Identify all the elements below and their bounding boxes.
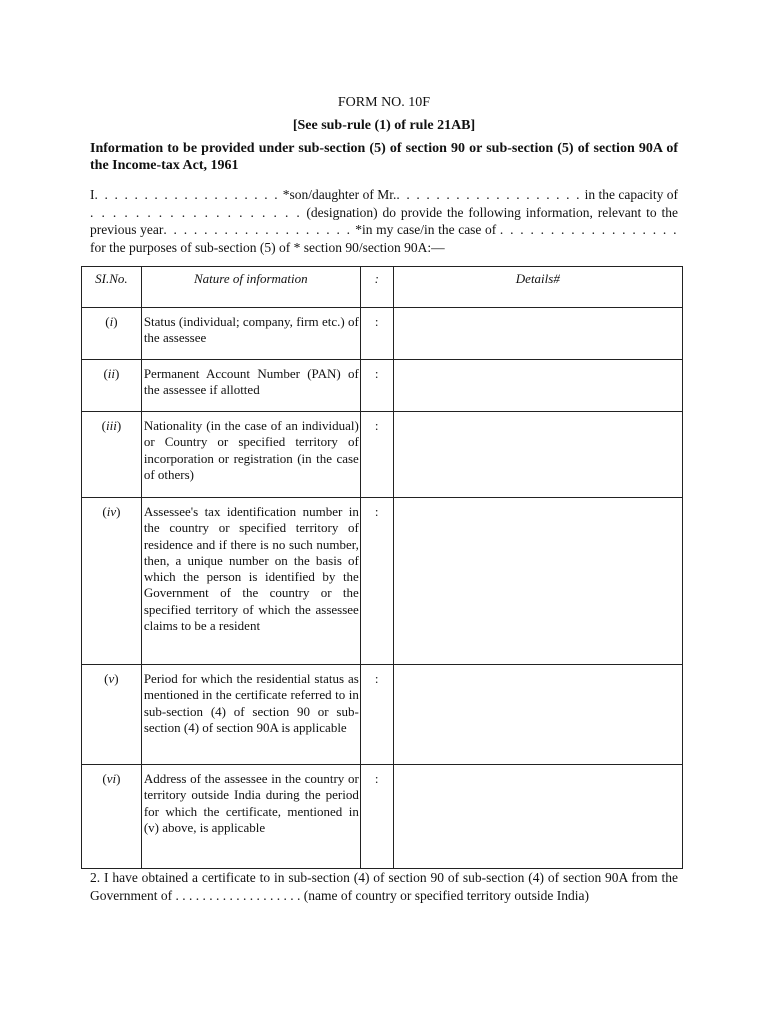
row-number: (iii)	[101, 418, 122, 433]
header-colon: :	[360, 267, 393, 308]
name-blank: . . . . . . . . . . . . . . . . . . .	[94, 187, 280, 202]
table-row	[82, 765, 683, 869]
section-2-paragraph	[90, 869, 678, 904]
intro-text-2: *son/daughter of Mr.	[282, 187, 397, 202]
row-nature: Status (individual; company, firm etc.) of the assessee	[143, 314, 359, 346]
row-colon: :	[374, 771, 379, 786]
row-number: (vi)	[102, 771, 121, 786]
details-cell[interactable]	[393, 360, 682, 412]
details-cell[interactable]	[393, 498, 682, 665]
details-cell[interactable]	[393, 308, 682, 360]
row-colon: :	[374, 671, 379, 686]
section-2-text-end: (name of country or specified territory outside India)	[303, 887, 590, 903]
details-cell[interactable]	[393, 412, 682, 498]
section-2-text: 2. I have obtained a certificate to in sub-section (4) of section 90 of sub-section (4) of section 90A from the Government of	[90, 870, 678, 903]
intro-text-5: *in my case/in the case of	[355, 222, 497, 237]
form-number: FORM NO. 10F	[337, 95, 431, 110]
row-nature: Assessee's tax identification number in the country or specified territory of residence and if there is no such number, then, a unique number on the basis of which the person is identified by the Government of the country or the specified territory of which the assessee claims to be a resident	[143, 504, 359, 634]
father-name-blank: . . . . . . . . . . . . . . . . . . .	[396, 187, 582, 202]
row-colon: :	[374, 418, 379, 433]
form-heading: Information to be provided under sub-section (5) of section 90 or sub-section (5) of section 90A of the Income-tax Act, 1961	[90, 141, 678, 173]
table-row	[82, 360, 683, 412]
table-row	[82, 412, 683, 498]
row-colon: :	[374, 314, 379, 329]
header-details: Details#	[393, 267, 682, 308]
row-number: (iv)	[102, 504, 121, 519]
declaration-paragraph	[90, 186, 678, 256]
row-nature: Period for which the residential status as mentioned in the certificate referred to in sub-section (4) of section 90 or sub-section (4) of section 90A is applicable	[143, 671, 359, 735]
details-cell[interactable]	[393, 765, 682, 869]
table-header-row	[82, 267, 683, 308]
country-blank: . . . . . . . . . . . . . . . . . . .	[175, 887, 301, 903]
row-number: (ii)	[103, 366, 120, 381]
header-nature: Nature of information	[141, 267, 360, 308]
row-colon: :	[374, 504, 379, 519]
header-sl-no: SI.No.	[82, 267, 142, 308]
row-nature: Permanent Account Number (PAN) of the assessee if allotted	[143, 366, 359, 398]
details-cell[interactable]	[393, 665, 682, 765]
row-number: (v)	[104, 671, 119, 686]
table-row	[82, 308, 683, 360]
intro-text-1: I	[90, 187, 95, 202]
intro-text-6: for the purposes of sub-section (5) of * section 90/section 90A:—	[90, 239, 445, 255]
intro-text-4: (designation) do provide the following information, relevant to the previous year	[90, 204, 679, 237]
row-number: (i)	[105, 314, 118, 329]
rule-reference: [See sub-rule (1) of rule 21AB]	[292, 118, 476, 133]
row-nature: Address of the assessee in the country or territory outside India during the period for which the certificate, mentioned in (v) above, is applicable	[143, 771, 359, 835]
table-row	[82, 498, 683, 665]
intro-text-3: in the capacity of	[584, 187, 679, 202]
information-table	[81, 266, 683, 869]
table-row	[82, 665, 683, 765]
previous-year-blank: . . . . . . . . . . . . . . . . . . .	[163, 222, 352, 237]
row-colon: :	[374, 366, 379, 381]
designation-blank: . . . . . . . . . . . . . . . . . . .	[90, 204, 302, 220]
row-nature: Nationality (in the case of an individual) or Country or specified territory of incorporation or registration (in the case of others)	[143, 418, 359, 482]
case-of-blank: . . . . . . . . . . . . . . . . . .	[499, 222, 679, 237]
